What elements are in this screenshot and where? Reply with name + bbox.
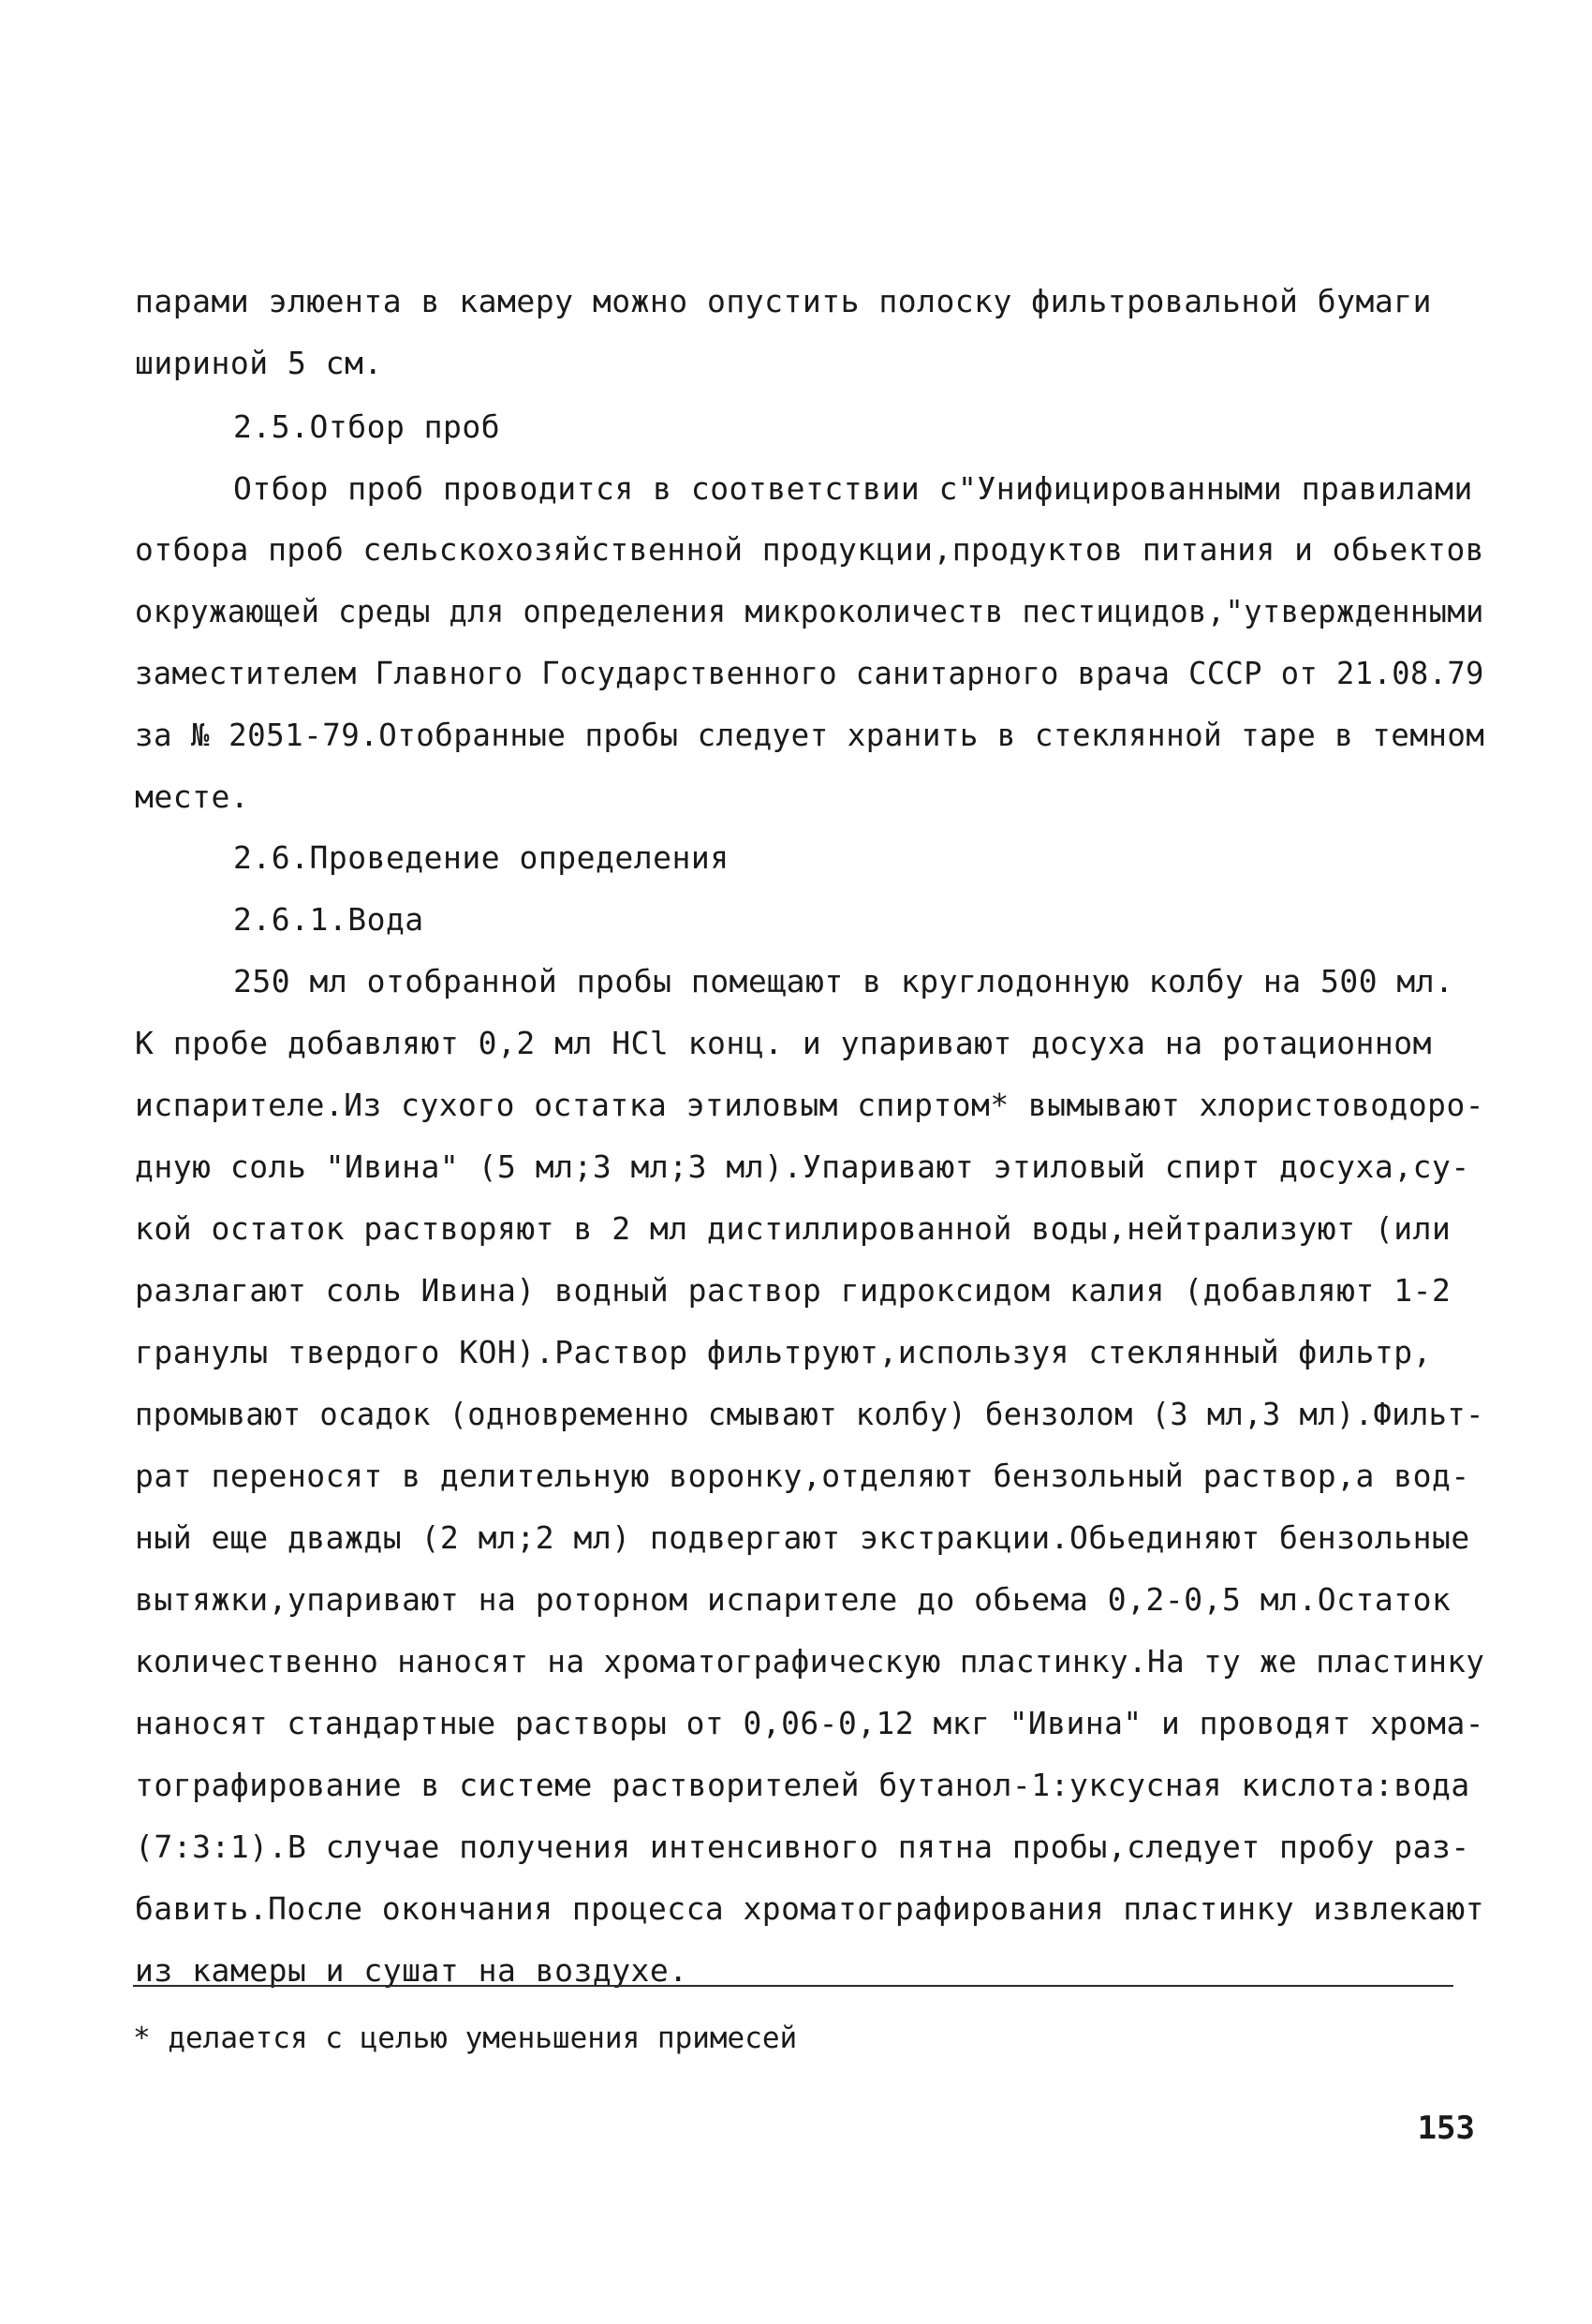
text-line: (7:3:1).В случае получения интенсивного пятна пробы,следует пробу раз- bbox=[135, 1828, 1470, 1865]
text-line: отбора проб сельскохозяйственной продукции,продуктов питания и обьектов bbox=[135, 531, 1485, 568]
text-line: окружающей среды для определения микроколичеств пестицидов,"утвержденными bbox=[135, 593, 1484, 629]
footnote: * делается с целью уменьшения примесей bbox=[133, 2021, 798, 2055]
text-line: из камеры и сушат на воздухе. bbox=[135, 1952, 688, 1989]
text-line: заместителем Главного Государственного санитарного врача СССР от 21.08.79 bbox=[135, 655, 1484, 691]
text-line: шириной 5 см. bbox=[135, 345, 383, 381]
text-line: парами элюента в камеру можно опустить полоску фильтровальной бумаги bbox=[135, 283, 1433, 319]
text-line: К пробе добавляют 0,2 мл HCl конц. и упаривают досуха на ротационном bbox=[135, 1025, 1433, 1061]
text-line: 250 мл отобранной пробы помещают в круглодонную колбу на 500 мл. bbox=[233, 963, 1454, 999]
text-line: ный еще дважды (2 мл;2 мл) подвергают экстракции.Обьединяют бензольные bbox=[135, 1519, 1470, 1556]
text-line: испарителе.Из сухого остатка этиловым спиртом* вымывают хлористоводоро- bbox=[135, 1087, 1485, 1123]
text-line: вытяжки,упаривают на роторном испарителе до обьема 0,2-0,5 мл.Остаток bbox=[135, 1581, 1452, 1618]
footnote-divider bbox=[133, 1985, 1453, 1987]
page-number: 153 bbox=[1417, 2109, 1475, 2147]
section-heading: 2.5.Отбор проб bbox=[233, 408, 501, 445]
text-line: Отбор проб проводится в соответствии с"Унифицированными правилами bbox=[233, 470, 1473, 507]
text-line: количественно наносят на хроматографическую пластинку.На ту же пластинку bbox=[135, 1643, 1485, 1680]
text-line: разлагают соль Ивина) водный раствор гидроксидом калия (добавляют 1-2 bbox=[135, 1272, 1452, 1309]
subsection-heading: 2.6.1.Вода bbox=[233, 901, 424, 938]
text-line: тографирование в системе растворителей бутанол-1:уксусная кислота:вода bbox=[135, 1767, 1470, 1803]
text-line: наносят стандартные растворы от 0,06-0,12 мкг "Ивина" и проводят хрома- bbox=[135, 1705, 1485, 1741]
text-line: кой остаток растворяют в 2 мл дистиллированной воды,нейтрализуют (или bbox=[135, 1210, 1452, 1247]
text-line: за № 2051-79.Отобранные пробы следует хранить в стеклянной таре в темном bbox=[135, 717, 1485, 753]
section-heading: 2.6.Проведение определения bbox=[233, 839, 730, 876]
text-line: рат переносят в делительную воронку,отделяют бензольный раствор,а вод- bbox=[135, 1458, 1470, 1494]
text-line: дную соль "Ивина" (5 мл;3 мл;3 мл).Упаривают этиловый спирт досуха,су- bbox=[135, 1148, 1470, 1185]
text-line: бавить.После окончания процесса хроматографирования пластинку извлекают bbox=[135, 1890, 1485, 1927]
text-line: месте. bbox=[135, 778, 250, 815]
text-line: промывают осадок (одновременно смывают колбу) бензолом (3 мл,3 мл).Фильт- bbox=[135, 1396, 1484, 1432]
text-line: гранулы твердого КОН).Раствор фильтруют,используя стеклянный фильтр, bbox=[135, 1334, 1433, 1370]
